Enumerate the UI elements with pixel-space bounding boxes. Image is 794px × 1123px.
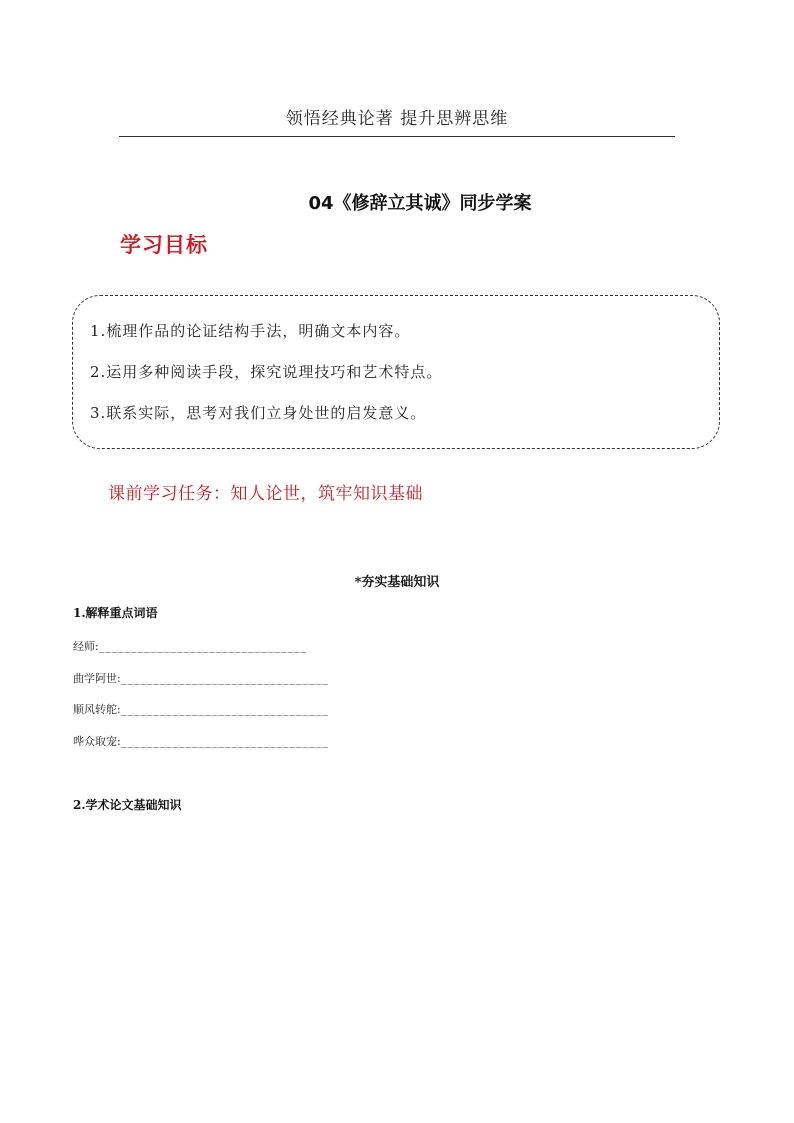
objective-item-3: 3.联系实际，思考对我们立身处世的启发意义。	[90, 404, 427, 422]
objectives-heading: 学习目标	[120, 233, 208, 257]
term-row	[73, 670, 329, 686]
term-row	[73, 638, 307, 654]
term-row	[73, 733, 329, 749]
objective-item-1: 1.梳理作品的论证结构手法，明确文本内容。	[90, 322, 411, 340]
pre-class-task-heading: 课前学习任务：知人论世，筑牢知识基础	[108, 484, 423, 504]
paper-knowledge-title: 2.学术论文基础知识	[73, 798, 182, 812]
objective-item-2: 2.运用多种阅读手段，探究说理技巧和艺术特点。	[90, 363, 443, 381]
basic-knowledge-title: *夯实基础知识	[354, 575, 440, 590]
term-label: 顺风转舵:	[73, 703, 121, 716]
page-header: 领悟经典论著 提升思辨思维	[285, 109, 509, 129]
term-label: 经师:	[73, 640, 99, 653]
term-row	[73, 701, 329, 717]
term-label: 哗众取宠:	[73, 735, 121, 748]
answer-blank: ________________________________	[120, 735, 329, 748]
header-divider	[119, 136, 675, 137]
answer-blank: ________________________________	[98, 640, 307, 653]
term-label: 曲学阿世:	[73, 672, 121, 685]
vocab-section-title: 1.解释重点词语	[73, 606, 158, 620]
answer-blank: ________________________________	[120, 672, 329, 685]
answer-blank: ________________________________	[120, 703, 329, 716]
document-title: 04《修辞立其诚》同步学案	[308, 193, 532, 214]
